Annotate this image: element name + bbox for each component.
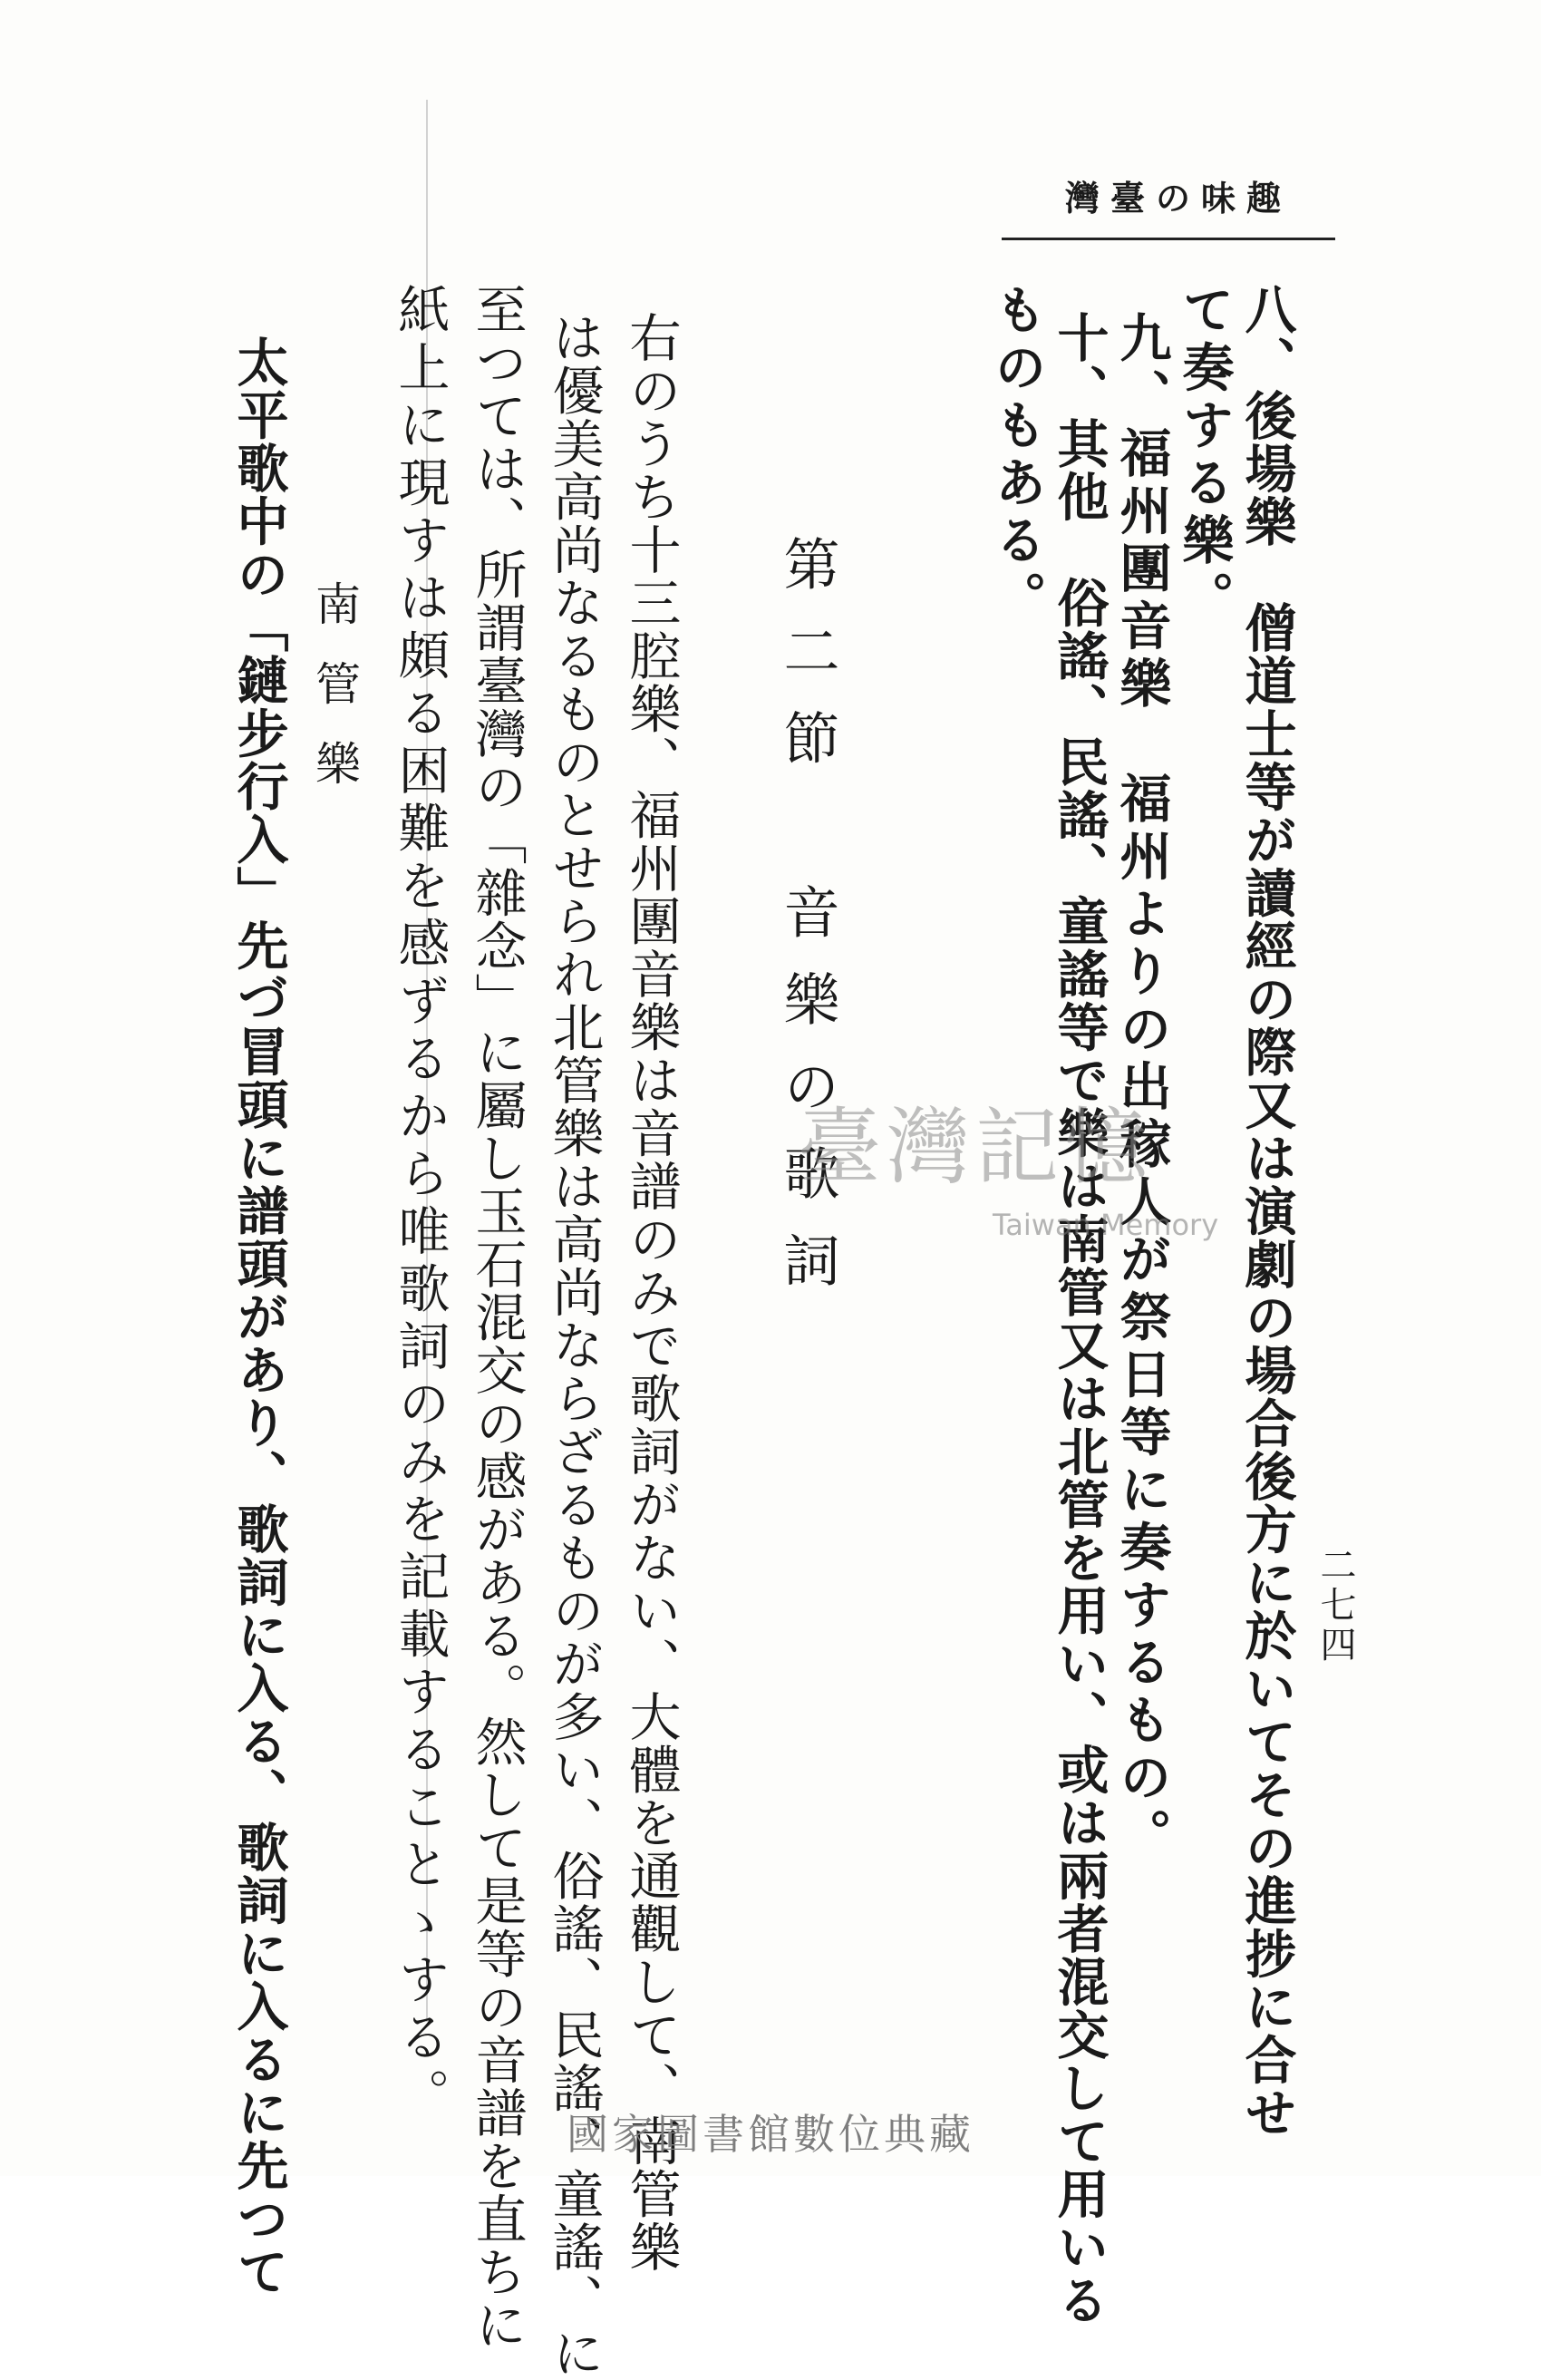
running-head: 灣臺の味趣 xyxy=(1064,178,1292,219)
watermark-logo-text: 臺灣記憶 xyxy=(798,1099,1154,1196)
text-column-1: 八、後場樂 僧道士等が讀經の際又は演劇の場合後方に於いてその進捗に合せ xyxy=(1236,283,1297,2140)
text-column-6: 右のうち十三腔樂、福州團音樂は音譜のみで歌詞がない、大體を通觀して、南管樂 xyxy=(621,311,681,2274)
text-column-10: 太平歌中の「鏈步行入」先づ冒頭に譜頭があり、歌詞に入る、歌詞に入るに先つて xyxy=(228,335,289,2298)
subsection-heading: 南管樂 xyxy=(308,580,361,820)
text-column-9: 紙上に現すは頗る困難を感ずるから唯歌詞のみを記載することゝする。 xyxy=(390,283,450,2125)
text-column-4: 十、其他 俗謠、民謠、童謠等で樂は南管又は北管を用い、或は兩者混交して用いる xyxy=(1049,311,1110,2327)
text-column-5: ものもある。 xyxy=(986,283,1047,628)
text-column-3: 九、福州團音樂 福州よりの出稼人が祭日等に奏するもの。 xyxy=(1111,311,1172,1866)
text-column-7: は優美高尚なるものとせられ北管樂は高尚ならざるものが多い、俗謠、民謠、童謠、に xyxy=(544,311,604,2380)
header-rule xyxy=(1002,238,1335,240)
watermark xyxy=(798,1099,1224,1260)
text-column-8: 至つては、所謂臺灣の「雜念」に屬し玉石混交の感がある。然して是等の音譜を直ちに xyxy=(467,283,527,2352)
text-column-2: て奏する樂。 xyxy=(1174,283,1235,628)
watermark-subtitle: Taiwan Memory xyxy=(993,1208,1219,1242)
footer-credit: 國家圖書館數位典藏 xyxy=(567,2110,974,2159)
page-number: 二七四 xyxy=(1314,1546,1356,1666)
section-heading: 第二節 音樂の歌詞 xyxy=(774,535,840,1318)
